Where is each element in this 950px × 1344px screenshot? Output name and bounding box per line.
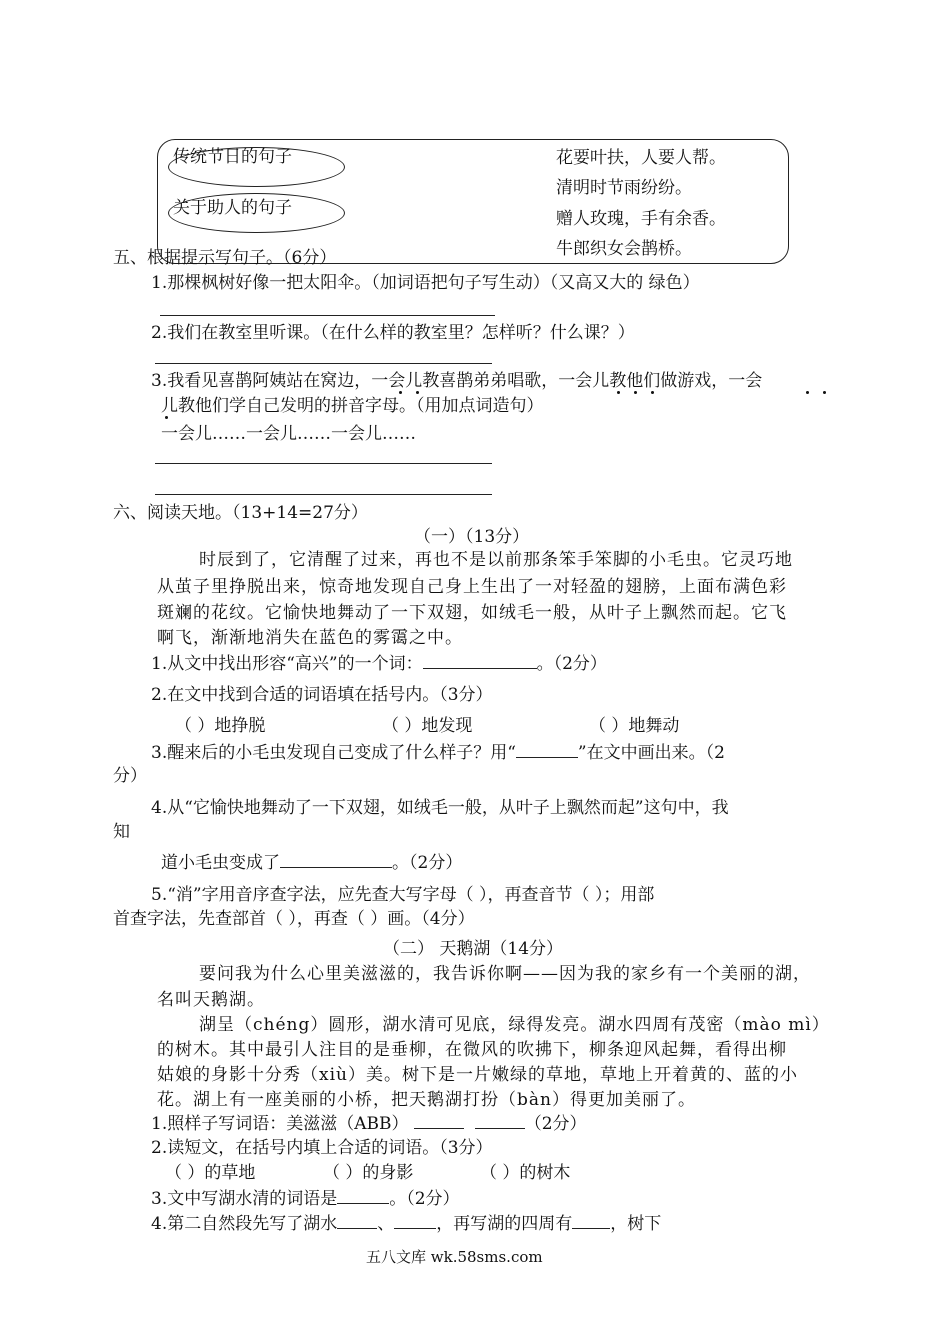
- part2-q1: 1.照样子写词语：美滋滋（ABB） （2分）: [151, 1114, 587, 1134]
- part1-q1: 1.从文中找出形容“高兴”的一个词： 。（2分）: [151, 654, 607, 674]
- passage-line: 花。湖上有一座美丽的小桥，把天鹅湖打扮（bàn）得更加美丽了。: [157, 1090, 696, 1110]
- matching-right-item: 花要叶扶，人要人帮。: [556, 148, 726, 168]
- part1-q3: 3.醒来后的小毛虫发现自己变成了什么样子？用“ ”在文中画出来。（2: [151, 743, 725, 763]
- passage-line: 从茧子里挣脱出来，惊奇地发现自己身上生出了一对轻盈的翅膀，上面布满色彩: [157, 577, 787, 597]
- part2-q2-item: （ ）的身影: [323, 1163, 414, 1183]
- part1-q4-cont: 知: [113, 822, 130, 842]
- part2-q2: 2.读短文，在括号内填上合适的词语。（3分）: [151, 1138, 493, 1158]
- part1-title: （一）（13分）: [414, 527, 530, 547]
- section6-heading: 六、阅读天地。（13+14=27分）: [113, 503, 368, 523]
- part1-q4-blank: 道小毛虫变成了 。（2分）: [161, 853, 463, 873]
- section5-q1: 1.那棵枫树好像一把太阳伞。（加词语把句子写生动）（又高又大的 绿色）: [151, 273, 700, 293]
- part1-q3-cont: 分）: [113, 766, 147, 786]
- part1-q5: 5.“消”字用音序查字法，应先查大写字母（ ），再查音节（ ）；用部: [151, 885, 655, 905]
- section5-pattern: 一会儿……一会儿……一会儿……: [161, 424, 416, 444]
- part2-q3: 3.文中写湖水清的词语是 。（2分）: [151, 1189, 460, 1209]
- part1-q5-cont: 首查字法，先查部首（ ），再查（ ）画。（4分）: [113, 909, 475, 929]
- passage-line: 斑斓的花纹。它愉快地舞动了一下双翅，如绒毛一般，从叶子上飘然而起。它飞: [157, 603, 787, 623]
- emphasis-dot: [823, 391, 826, 394]
- emphasis-dot: [651, 391, 654, 394]
- part1-q2-item: （ ）地舞动: [589, 716, 680, 736]
- passage-line: 时辰到了，它清醒了过来，再也不是以前那条笨手笨脚的小毛虫。它灵巧地: [199, 550, 793, 570]
- passage-line: 啊飞，渐渐地消失在蓝色的雾霭之中。: [157, 628, 463, 648]
- passage-line: 要问我为什么心里美滋滋的，我告诉你啊——因为我的家乡有一个美丽的湖，: [199, 964, 811, 984]
- part1-q4: 4.从“它愉快地舞动了一下双翅，如绒毛一般，从叶子上飘然而起”这句中，我: [151, 798, 729, 818]
- answer-line: [155, 363, 492, 364]
- matching-left-item: 传统节日的句子: [173, 147, 292, 167]
- section5-heading: 五、根据提示写句子。（6分）: [113, 248, 337, 268]
- matching-right-item: 清明时节雨纷纷。: [556, 178, 692, 198]
- part1-q2-item: （ ）地发现: [382, 716, 473, 736]
- section5-q2: 2.我们在教室里听课。（在什么样的教室里？怎样听？什么课？）: [151, 323, 635, 343]
- passage-line: 姑娘的身影十分秀（xiù）美。树下是一片嫩绿的草地，草地上开着黄的、蓝的小: [157, 1065, 798, 1085]
- answer-line: [155, 463, 492, 464]
- part2-q2-item: （ ）的树木: [480, 1163, 571, 1183]
- section5-q3: 3.我看见喜鹊阿姨站在窝边，一会儿教喜鹊弟弟唱歌，一会儿教他们做游戏，一会: [151, 371, 763, 391]
- emphasis-dot: [617, 391, 620, 394]
- part2-q2-item: （ ）的草地: [165, 1163, 256, 1183]
- answer-line: [160, 315, 495, 316]
- part2-q4: 4.第二自然段先写了湖水 、 ，再写湖的四周有 ，树下: [151, 1214, 662, 1234]
- emphasis-dot: [634, 391, 637, 394]
- footer-watermark: 五八文库 wk.58sms.com: [366, 1248, 543, 1266]
- passage-line: 名叫天鹅湖。: [157, 990, 265, 1010]
- answer-line: [155, 494, 492, 495]
- matching-left-item: 关于助人的句子: [173, 198, 292, 218]
- part1-q2: 2.在文中找到合适的词语填在括号内。（3分）: [151, 685, 493, 705]
- emphasis-dot: [399, 391, 402, 394]
- passage-line: 的树木。其中最引人注目的是垂柳，在微风的吹拂下，柳条迎风起舞，看得出柳: [157, 1040, 787, 1060]
- matching-right-item: 牛郎织女会鹊桥。: [556, 239, 692, 259]
- part1-q2-item: （ ）地挣脱: [175, 716, 266, 736]
- passage-line: 湖呈（chéng）圆形，湖水清可见底，绿得发亮。湖水四周有茂密（mào mì）: [199, 1015, 830, 1035]
- matching-right-item: 赠人玫瑰，手有余香。: [556, 209, 726, 229]
- part2-title: （二） 天鹅湖（14分）: [383, 939, 564, 959]
- emphasis-dot: [806, 391, 809, 394]
- emphasis-dot: [416, 391, 419, 394]
- emphasis-dot: [165, 416, 168, 419]
- section5-q3-cont: 儿教他们学自己发明的拼音字母。（用加点词造句）: [161, 396, 544, 416]
